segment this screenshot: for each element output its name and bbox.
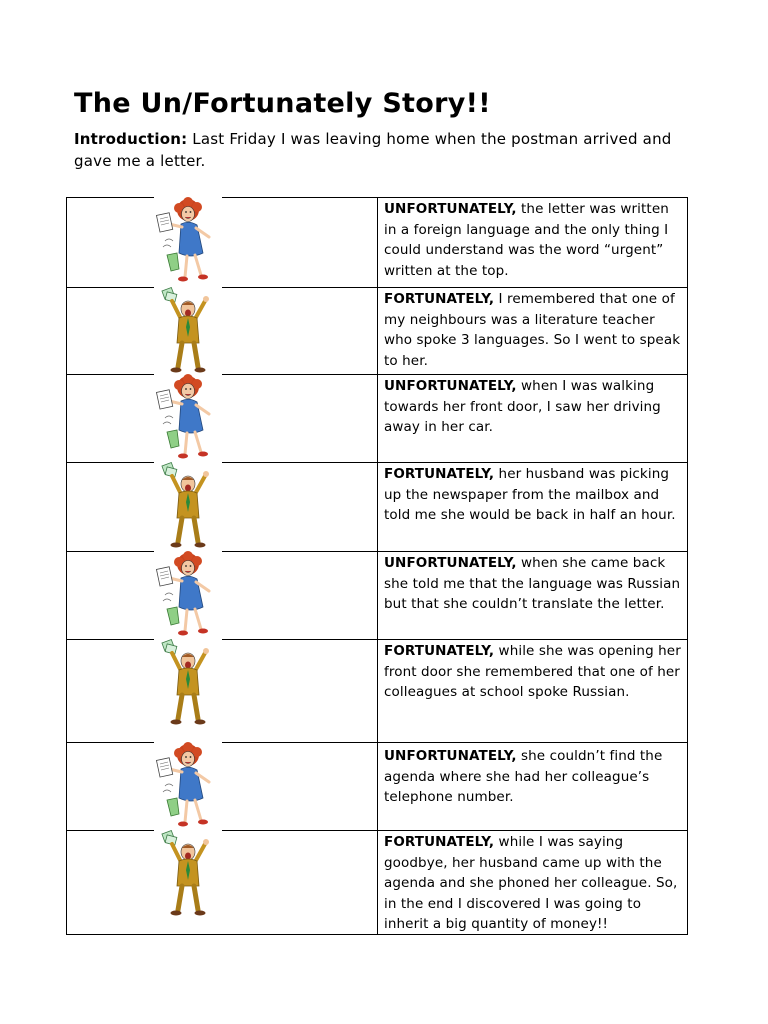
table-rule xyxy=(66,639,154,640)
story-text-cell xyxy=(377,639,688,742)
story-text: while she was opening her front door she remembered that one of her colleagues at school spoke Russian. xyxy=(384,643,681,700)
story-row xyxy=(66,551,688,639)
story-text-cell xyxy=(377,197,688,287)
story-text-cell xyxy=(377,551,688,639)
illustration-cell xyxy=(66,639,377,742)
table-rule xyxy=(66,374,154,375)
story-text: I remembered that one of my neighbours was a literature teacher who spoke 3 languages. So I went to speak to her. xyxy=(384,291,681,369)
story-row xyxy=(66,639,688,742)
table-rule xyxy=(222,830,688,831)
cheering-man-icon xyxy=(155,830,223,920)
story-text-cell xyxy=(377,830,688,935)
illustration-cell xyxy=(66,374,377,462)
table-rule xyxy=(222,742,688,743)
story-text-cell xyxy=(377,287,688,374)
introduction xyxy=(74,128,714,172)
story-keyword: FORTUNATELY, xyxy=(384,466,495,482)
story-keyword: FORTUNATELY, xyxy=(384,643,495,659)
table-rule xyxy=(222,462,688,463)
story-text: when she came back she told me that the language was Russian but that she couldn’t translate the letter. xyxy=(384,555,681,612)
cheering-man-icon xyxy=(155,462,223,552)
woman-with-letter-icon xyxy=(155,551,223,641)
cheering-man-icon xyxy=(155,287,223,377)
table-rule xyxy=(66,287,154,288)
woman-with-letter-icon xyxy=(155,197,223,287)
story-row xyxy=(66,374,688,462)
table-rule xyxy=(66,462,154,463)
story-text-cell xyxy=(377,374,688,462)
story-row xyxy=(66,830,688,935)
story-text: while I was saying goodbye, her husband came up with the agenda and she phoned her colleague. So, in the end I discovered I was going to inherit a big quantity of money!! xyxy=(384,834,678,932)
illustration-cell xyxy=(66,462,377,551)
story-text-cell xyxy=(377,742,688,830)
woman-with-letter-icon xyxy=(155,374,223,464)
story-text: her husband was picking up the newspaper from the mailbox and told me she would be back in half an hour. xyxy=(384,466,676,523)
woman-with-letter-icon xyxy=(155,742,223,832)
story-text: the letter was written in a foreign language and the only thing I could understand was the word “urgent” written at the top. xyxy=(384,201,669,279)
story-table xyxy=(66,197,688,935)
illustration-cell xyxy=(66,830,377,935)
story-row xyxy=(66,462,688,551)
table-rule xyxy=(66,830,154,831)
story-keyword: UNFORTUNATELY, xyxy=(384,748,517,764)
story-row xyxy=(66,287,688,374)
page-title: The Un/Fortunately Story!! xyxy=(74,88,491,119)
illustration-cell xyxy=(66,551,377,639)
story-row xyxy=(66,742,688,830)
table-rule xyxy=(222,374,688,375)
table-rule xyxy=(66,934,688,935)
table-rule xyxy=(222,639,688,640)
story-text: she couldn’t find the agenda where she had her colleague’s telephone number. xyxy=(384,748,663,805)
story-row xyxy=(66,197,688,287)
introduction-label: Introduction: xyxy=(74,130,188,148)
illustration-cell xyxy=(66,742,377,830)
table-rule xyxy=(66,551,154,552)
introduction-text: Last Friday I was leaving home when the postman arrived and gave me a letter. xyxy=(74,130,672,170)
table-rule xyxy=(222,551,688,552)
table-rule xyxy=(222,197,688,198)
cheering-man-icon xyxy=(155,639,223,729)
story-keyword: UNFORTUNATELY, xyxy=(384,378,517,394)
illustration-cell xyxy=(66,197,377,287)
story-keyword: FORTUNATELY, xyxy=(384,291,495,307)
story-keyword: UNFORTUNATELY, xyxy=(384,555,517,571)
illustration-cell xyxy=(66,287,377,374)
story-text-cell xyxy=(377,462,688,551)
story-keyword: FORTUNATELY, xyxy=(384,834,495,850)
story-text: when I was walking towards her front door, I saw her driving away in her car. xyxy=(384,378,661,435)
story-keyword: UNFORTUNATELY, xyxy=(384,201,517,217)
table-rule xyxy=(222,287,688,288)
table-rule xyxy=(66,197,154,198)
table-rule xyxy=(66,742,154,743)
